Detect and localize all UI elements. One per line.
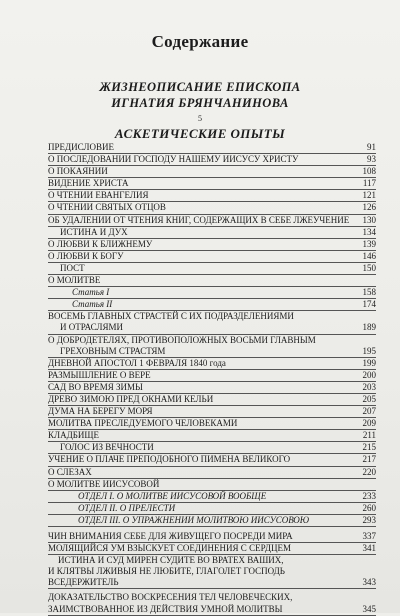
toc-row: [48, 566, 376, 577]
toc-entry-text: ДРЕВО ЗИМОЮ ПРЕД ОКНАМИ КЕЛЬИ: [48, 393, 214, 404]
toc-row: [48, 555, 376, 566]
toc-row: [48, 479, 376, 491]
toc-page-number: 189: [362, 322, 376, 333]
toc-row: [48, 515, 376, 527]
toc-row: [48, 190, 376, 202]
toc-entry-text: ПОСТ: [60, 262, 85, 273]
toc-page-number: 203: [362, 381, 376, 392]
biography-heading-line1: ЖИЗНЕОПИСАНИЕ ЕПИСКОПА: [99, 80, 301, 94]
toc-page-number: 233: [362, 490, 376, 501]
toc-entry-text: ОТДЕЛ II. О ПРЕЛЕСТИ: [78, 502, 176, 513]
toc-entry-text: О ЛЮБВИ К БЛИЖНЕМУ: [48, 238, 153, 249]
biography-page-number: 5: [198, 114, 202, 123]
toc-page-number: 215: [362, 442, 376, 453]
toc-row: [48, 263, 376, 275]
toc-entry-text: И ОТРАСЛЯМИ: [60, 322, 124, 333]
toc-entry-text: РАЗМЫШЛЕНИЕ О ВЕРЕ: [48, 369, 151, 380]
toc-entry-text: И КЛЯТВЫ ЛЖИВЫЯ НЕ ЛЮБИТЕ, ГЛАГОЛЕТ ГОСПОДЬ: [48, 566, 285, 577]
toc-entry-text: ОТДЕЛ III. О УПРАЖНЕНИИ МОЛИТВОЮ ИИСУСОВОЮ: [78, 514, 310, 525]
toc-entry-text: ЧИН ВНИМАНИЯ СЕБЕ ДЛЯ ЖИВУЩЕГО ПОСРЕДИ МИРА: [48, 531, 293, 541]
section-heading: АСКЕТИЧЕСКИЕ ОПЫТЫ: [114, 126, 286, 141]
toc-row: [48, 370, 376, 382]
toc-row: [48, 467, 376, 479]
toc-row: [48, 142, 376, 154]
toc-entry-text: О ПОКАЯНИИ: [48, 166, 108, 177]
toc-entry-text: ПРЕДИСЛОВИЕ: [48, 142, 115, 152]
toc-entry-text: ДУМА НА БЕРЕГУ МОРЯ: [48, 406, 153, 417]
toc-page-number: 337: [362, 531, 376, 541]
toc-row: [48, 335, 376, 346]
toc-row: [48, 577, 376, 589]
toc-row: [48, 604, 376, 616]
toc-page-number: 207: [362, 406, 376, 417]
toc-page-number: 117: [362, 178, 376, 189]
toc-page-number: 126: [362, 202, 376, 213]
toc-row: [48, 299, 376, 311]
toc-row: [48, 382, 376, 394]
toc-page-number: 220: [362, 466, 376, 477]
toc-page-number: 146: [362, 250, 376, 261]
toc-row: [48, 239, 376, 251]
toc-page-number: 199: [362, 357, 376, 368]
toc-page-number: 345: [362, 603, 376, 614]
toc-row: [48, 178, 376, 190]
toc-entry-text: ОТДЕЛ I. О МОЛИТВЕ ИИСУСОВОЙ ВООБЩЕ: [78, 490, 267, 501]
toc-entry-text: О МОЛИТВЕ ИИСУСОВОЙ: [48, 478, 160, 489]
toc-entry-text: ВОСЕМЬ ГЛАВНЫХ СТРАСТЕЙ С ИХ ПОДРАЗДЕЛЕНИЯМИ: [48, 311, 294, 322]
toc-row: [48, 543, 376, 555]
toc-row: [48, 592, 376, 603]
toc-row: [48, 394, 376, 406]
toc-page-number: 211: [362, 430, 376, 441]
toc-row: [48, 358, 376, 370]
toc-row: [48, 418, 376, 430]
toc-row: [48, 215, 376, 227]
toc-row: [48, 227, 376, 239]
toc-row: [48, 430, 376, 442]
toc-row: [48, 406, 376, 418]
toc-page-number: 134: [362, 226, 376, 237]
toc-page-number: 205: [362, 393, 376, 404]
toc-entry-text: ВИДЕНИЕ ХРИСТА: [48, 178, 129, 189]
toc-entry-text: О ПОСЛЕДОВАНИИ ГОСПОДУ НАШЕМУ ИИСУСУ ХРИСТУ: [48, 154, 299, 165]
toc-page-number: 139: [362, 238, 376, 249]
toc-entry-text: Статья II: [72, 299, 113, 310]
toc-row: [48, 491, 376, 503]
toc-page-number: 343: [362, 577, 376, 588]
toc-entry-text: О ЧТЕНИИ ЕВАНГЕЛИЯ: [48, 190, 149, 201]
toc-page-number: 195: [362, 345, 376, 356]
toc-row: [48, 202, 376, 214]
toc-page-number: 341: [362, 543, 376, 554]
toc-row: [48, 442, 376, 454]
toc-page-number: 200: [362, 369, 376, 380]
toc-entry-text: КЛАДБИЩЕ: [48, 430, 99, 441]
toc-row: [48, 454, 376, 466]
toc-entry-text: МОЛЯЩИЙСЯ УМ ВЗЫСКУЕТ СОЕДИНЕНИЯ С СЕРДЦЕМ: [48, 543, 292, 554]
toc-page-number: 209: [362, 418, 376, 429]
toc-entry-text: О СЛЕЗАХ: [48, 466, 92, 477]
toc-entry-text: О МОЛИТВЕ: [48, 275, 101, 286]
toc-entry-text: ИСТИНА И ДУХ: [60, 226, 128, 237]
toc-page-number: 174: [362, 299, 376, 310]
toc-page-number: 93: [367, 154, 376, 165]
toc-page-number: 260: [362, 502, 376, 513]
toc-page-number: 293: [362, 514, 376, 525]
toc-entry-text: ДОКАЗАТЕЛЬСТВО ВОСКРЕСЕНИЯ ТЕЛ ЧЕЛОВЕЧЕСКИХ,: [48, 592, 293, 603]
toc-entry-text: О ЛЮБВИ К БОГУ: [48, 250, 124, 261]
toc-entry-text: О ДОБРОДЕТЕЛЯХ, ПРОТИВОПОЛОЖНЫХ ВОСЬМИ ГЛАВНЫМ: [48, 334, 316, 345]
toc-row: [48, 166, 376, 178]
toc-row: [48, 275, 376, 287]
toc-entry-text: ВСЕДЕРЖИТЕЛЬ: [48, 577, 119, 588]
toc-entry-text: ЗАИМСТВОВАННОЕ ИЗ ДЕЙСТВИЯ УМНОЙ МОЛИТВЫ: [48, 603, 283, 614]
toc-entry-text: МОЛИТВА ПРЕСЛЕДУЕМОГО ЧЕЛОВЕКАМИ: [48, 418, 238, 429]
toc-row: [48, 346, 376, 358]
toc-row: [48, 251, 376, 263]
toc-entry-text: ГОЛОС ИЗ ВЕЧНОСТИ: [60, 442, 154, 453]
toc-page-number: 150: [362, 262, 376, 273]
toc-entry-text: ИСТИНА И СУД МИРЕН СУДИТЕ ВО ВРАТЕХ ВАШИХ,: [58, 555, 284, 566]
toc-row: [48, 311, 376, 322]
biography-heading-line2: ИГНАТИЯ БРЯНЧАНИНОВА: [111, 96, 289, 110]
toc-page-number: 217: [362, 454, 376, 465]
toc-page-number: 130: [362, 214, 376, 225]
toc-entry-text: САД ВО ВРЕМЯ ЗИМЫ: [48, 381, 143, 392]
toc-page-number: 121: [362, 190, 376, 201]
toc-entry-text: О ЧТЕНИИ СВЯТЫХ ОТЦОВ: [48, 202, 166, 213]
page-title: Содержание: [151, 32, 249, 51]
toc-entry-text: УЧЕНИЕ О ПЛАЧЕ ПРЕПОДОБНОГО ПИМЕНА ВЕЛИКОГО: [48, 454, 291, 465]
toc-entry-text: ГРЕХОВНЫМ СТРАСТЯМ: [60, 345, 166, 356]
toc-list: [48, 142, 376, 616]
toc-row: [48, 287, 376, 299]
toc-page-number: 158: [362, 287, 376, 298]
toc-row: [48, 154, 376, 166]
toc-row: [48, 503, 376, 515]
toc-entry-text: ДНЕВНОЙ АПОСТОЛ 1 ФЕВРАЛЯ 1840 года: [48, 357, 226, 368]
toc-page-number: 108: [362, 166, 376, 177]
toc-entry-text: Статья I: [72, 287, 110, 298]
toc-entry-text: ОБ УДАЛЕНИИ ОТ ЧТЕНИЯ КНИГ, СОДЕРЖАЩИХ В СЕБЕ ЛЖЕУЧЕНИЕ: [48, 214, 350, 225]
toc-row: [48, 531, 376, 543]
toc-row: [48, 322, 376, 334]
toc-page-number: 91: [367, 142, 376, 152]
